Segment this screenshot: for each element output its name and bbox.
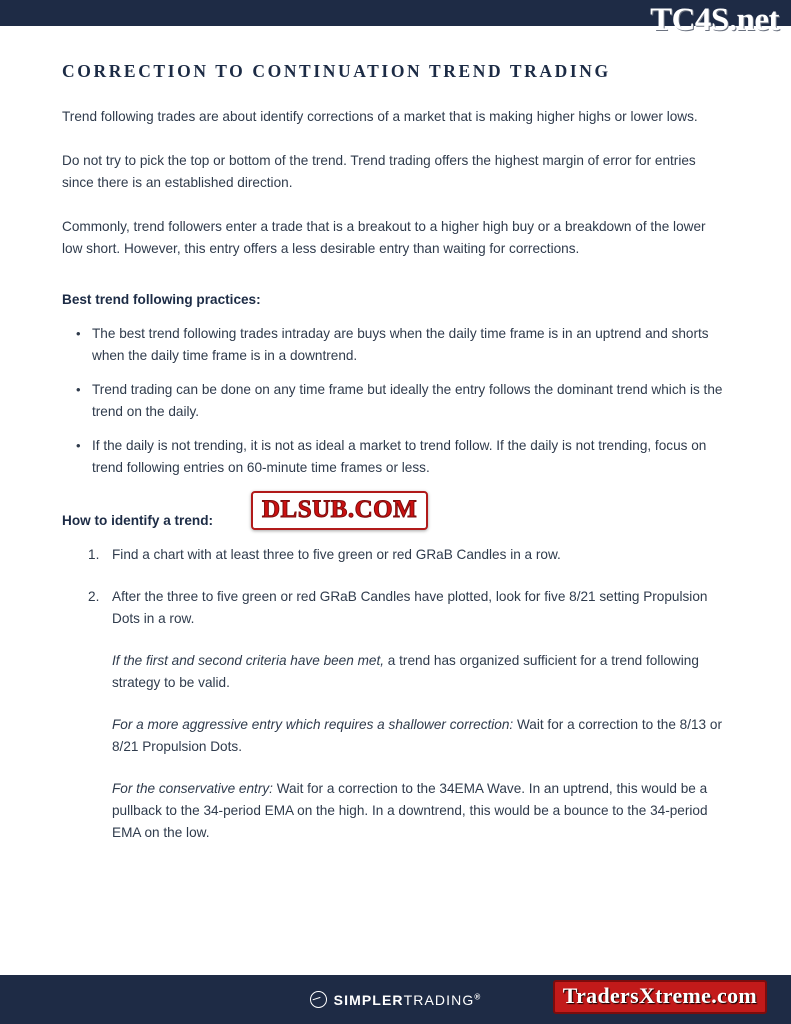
intro-paragraph-1: Trend following trades are about identify corrections of a market that is making higher highs or lower lows.: [62, 109, 698, 124]
section-heading-identify-trend: How to identify a trend:: [62, 513, 214, 528]
note-lead-text: If the first and second criteria have been met,: [112, 653, 385, 668]
document-content: [0, 26, 791, 858]
list-item: Find a chart with at least three to five green or red GRaB Candles in a row.: [112, 547, 561, 562]
brand-name: [334, 992, 482, 1008]
note-aggressive-entry: [62, 714, 729, 758]
note-body-text: Wait for a correction to the 34EMA Wave. In an uptrend, this would be a pullback to the 34-period EMA on the high. In a downtrend, this would be a bounce to the 34-period EMA on the low.: [112, 781, 708, 840]
watermark-tradersxtreme-text: TradersXtreme.com: [562, 983, 757, 1008]
swoosh-circle-icon: [310, 991, 327, 1008]
watermark-dlsub-text: DLSUB.COM: [262, 496, 418, 523]
watermark-dlsub: [251, 491, 428, 530]
note-lead-text: For a more aggressive entry which requires a shallower correction:: [112, 717, 514, 732]
section-heading-best-practices: Best trend following practices:: [62, 292, 261, 307]
watermark-tradersxtreme: [553, 980, 767, 1014]
brand-name-bold: SIMPLER: [333, 991, 404, 1008]
intro-paragraph-3: Commonly, trend followers enter a trade that is a breakout to a higher high buy or a breakdown of the lower low short. However, this entry offers a less desirable entry than waiting for corrections.: [62, 219, 706, 256]
note-body-text: Wait for a correction to the 8/13 or 8/21 Propulsion Dots.: [112, 717, 722, 754]
brand-name-light: TRADING: [403, 991, 475, 1008]
note-body-text: a trend has organized sufficient for a trend following strategy to be valid.: [112, 653, 699, 690]
list-item: • If the daily is not trending, it is not as ideal a market to trend follow. If the daily is not trending, focus on trend following entries on 60-minute time frames or less.: [62, 435, 729, 479]
note-conservative-entry: [62, 778, 729, 844]
list-item: • The best trend following trades intraday are buys when the daily time frame is in an uptrend and shorts when the daily time frame is in a downtrend.: [62, 323, 729, 367]
document-body: [0, 106, 791, 844]
note-lead-text: For the conservative entry:: [112, 781, 273, 796]
note-criteria-met: [62, 650, 729, 694]
page-title: CORRECTION TO CONTINUATION TREND TRADING: [62, 61, 611, 81]
list-item: • Trend trading can be done on any time frame but ideally the entry follows the dominant trend which is the trend on the daily.: [62, 379, 729, 423]
intro-paragraph-2: Do not try to pick the top or bottom of the trend. Trend trading offers the highest margin of error for entries since there is an established direction.: [62, 153, 696, 190]
registered-mark: ®: [474, 991, 482, 1001]
best-practices-list: [62, 323, 729, 479]
watermark-tc4s: TC4S.net: [650, 2, 779, 38]
list-item: After the three to five green or red GRaB Candles have plotted, look for five 8/21 setting Propulsion Dots in a row.: [112, 589, 708, 626]
simpler-trading-logo: [310, 991, 482, 1008]
identify-trend-steps: [62, 544, 729, 630]
